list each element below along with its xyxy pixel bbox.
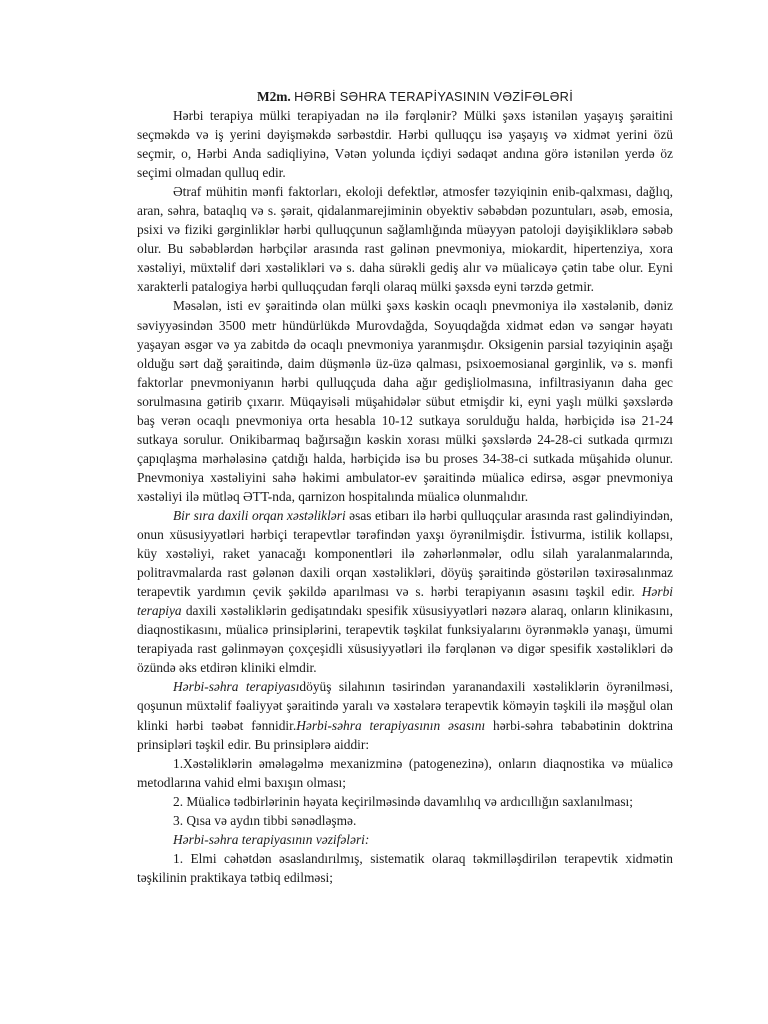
principle-item-3: 3. Qısa və aydın tibbi sənədləşmə. [173, 812, 357, 828]
section-number: M2m. [256, 89, 291, 104]
paragraph-4-text-a: əsas etibarı ilə hərbi qulluqçular arasında rast gəlindiyindən, onun xüsusiyyətləri hərbiçi terapevtlər tərəfindən yaxşı öyrənilmişdir. İstivurma, istilik kollapsı, küy xəstəliyi, raket yanacağı komponentləri ilə zəhərlənmələr, odlu silah yaralanmalarında, politravmalarda rast gələnən daxili orqan xəstəlikləri, döyüş şəraitində göstərilən təxirəsalınmaz terapevtik yardımın çevik şəkildə aparılması və s. hərbi terapiyanın əsasını təşkil edir. [137, 507, 673, 600]
paragraph-5-emphasis-2: Hərbi-səhra terapiyasının əsasını [296, 717, 486, 733]
paragraph-5-text-a: döyüş silahının təsirindən yaranandaxili xəstəliklərin öyrənilməsi, qoşunun müxtəlif fəaliyyət şəraitində yaralı və xəstələrə terapevtik köməyin təşkili ilə məşğul olan klinki hərbi təəbət fənnidir. [137, 679, 673, 733]
page-title [137, 87, 673, 106]
principle-item-2: 2. Müalicə tədbirlərinin həyata keçirilməsində davamlılıq və ardıcıllığın saxlanılması; [173, 793, 633, 809]
document-page [137, 87, 673, 887]
paragraph-5-emphasis: Hərbi-səhra terapiyası [173, 679, 300, 695]
paragraph-5 [137, 677, 673, 753]
paragraph-5-text-b: hərbi-səhra təbabətinin doktrina prinsipləri təşkil edir. Bu prinsiplərə aiddir: [137, 717, 673, 752]
principle-item-1: 1.Xəstəliklərin əmələgəlmə mexanizminə (patogenezinə), onların diaqnostika və müalicə metodlarına vahid elmi baxışın olması; [137, 755, 673, 790]
section-title: HƏRBİ SƏHRA TERAPİYASININ VƏZİFƏLƏRİ [294, 89, 574, 104]
paragraph-2: Ətraf mühitin mənfi faktorları, ekoloji defektlər, atmosfer təzyiqinin enib-qalxması, dağlıq, aran, səhra, bataqlıq və s. şərait, qidalanmarejiminin obyektiv səbəbdən pozuntuları, əsəb, emosia, psixi və fiziki gərginliklər hərbi qulluqçunun sağlamlığında müəyyən patoloji dəyişikliklərə səbəb olur. Bu səbəblərdən hərbçilər arasında rast gəlinən pnevmoniya, miokardit, hipertenziya, xora xəstəliyi, müxtəlif dəri xəstəlikləri və s. daha sürəkli gediş alır və müalicəyə çətin tabe olur. Eyni xarakterli patalogiya hərbi qulluqçudan fərqli olaraq mülki şəxsdə eyni tərzdə getmir. [137, 184, 673, 295]
paragraph-4 [137, 506, 673, 677]
paragraph-4-text-b: daxili xəstəliklərin gedişatındakı spesifik xüsusiyyətləri nəzərə alaraq, onların klinikasını, diaqnostikasını, müalicə prinsiplərini, terapevtik təşkilat funksiyalarını öyrənməklə yanaşı, ümumi terapiyada rast gəlinməyən çoxçeşidli xüsusiyyətləri ilə fərqlənən və digər spesifik xəstəlikləri də özündə əks etdirən klinikі elmdir. [137, 603, 673, 676]
tasks-heading-text: Hərbi-səhra terapiyasının vəzifələri: [173, 831, 370, 847]
tasks-heading [137, 830, 673, 849]
paragraph-1: Hərbi terapiya mülki terapiyadan nə ilə fərqlənir? Mülki şəxs istənilən yaşayış şəraitini seçməkdə və iş yerini dəyişməkdə sərbəstdir. Hərbi qulluqçu isə yaşayış və xidmət yerini özü seçmir, o, Hərbi Anda sadiqliyinə, Vətən yolunda içdiyi sədaqət andına görə istənilən yerdə öz seçimi olmadan qulluq edir. [137, 108, 673, 181]
paragraph-4-emphasis-2: Hərbi terapiya [137, 584, 673, 619]
paragraph-4-emphasis: Bir sıra daxili orqan xəstəlikləri [173, 507, 346, 523]
task-item-1: 1. Elmi cəhətdən əsaslandırılmış, sistematik olaraq təkmilləşdirilən terapevtik xidmətin təşkilinin praktikaya tətbiq edilməsi; [137, 850, 673, 885]
paragraph-3: Məsələn, isti ev şəraitində olan mülki şəxs kəskin ocaqlı pnevmoniya ilə xəstələnib, dəniz səviyyəsindən 3500 metr hündürlükdə Murovdağda, Soyuqdağda xidmət edən və səngər həyatı yaşayan əsgər və ya zabitdə də ocaqlı pnevmoniya yaranmışdır. Oksigenin parsial təzyiqinin aşağı olduğu sərt dağ şəraitində, daim düşmənlə üz-üzə qalması, psixoemosianal gərginlik, və s. mənfi faktorlar pnevmoniyanın hərbi qulluqçuda daha ağır gedişliolmasına, infiltrasiyanın daha gec sorulmasına gətirib çıxarır. Müqayisəli müşahidələr sübut etmişdir ki, eyni yaşlı mülki şəxslərdə baş verən ocaqlı pnevmoniya orta hesabla 10-12 sutkaya sorulduğu halda, hərbiçidə isə 21-24 sutkaya sorulur. Onikibarmaq bağırsağın kəskin xorası mülki şəxslərdə 24-28-ci sutkada qırmızı çapıqlaşma mərhələsinə çatdığı halda, hərbiçidə isə bu proses 34-38-ci sutkada müşahidə olunur. Pnevmoniya xəstəliyini sahə həkimi ambulator-ev şəraitində müalicə edirsə, əsgər pnevmoniya xəstəliyi ilə mütləq ƏTT-nda, qarnizon hospitalında müalicə olunmalıdır. [137, 298, 673, 504]
